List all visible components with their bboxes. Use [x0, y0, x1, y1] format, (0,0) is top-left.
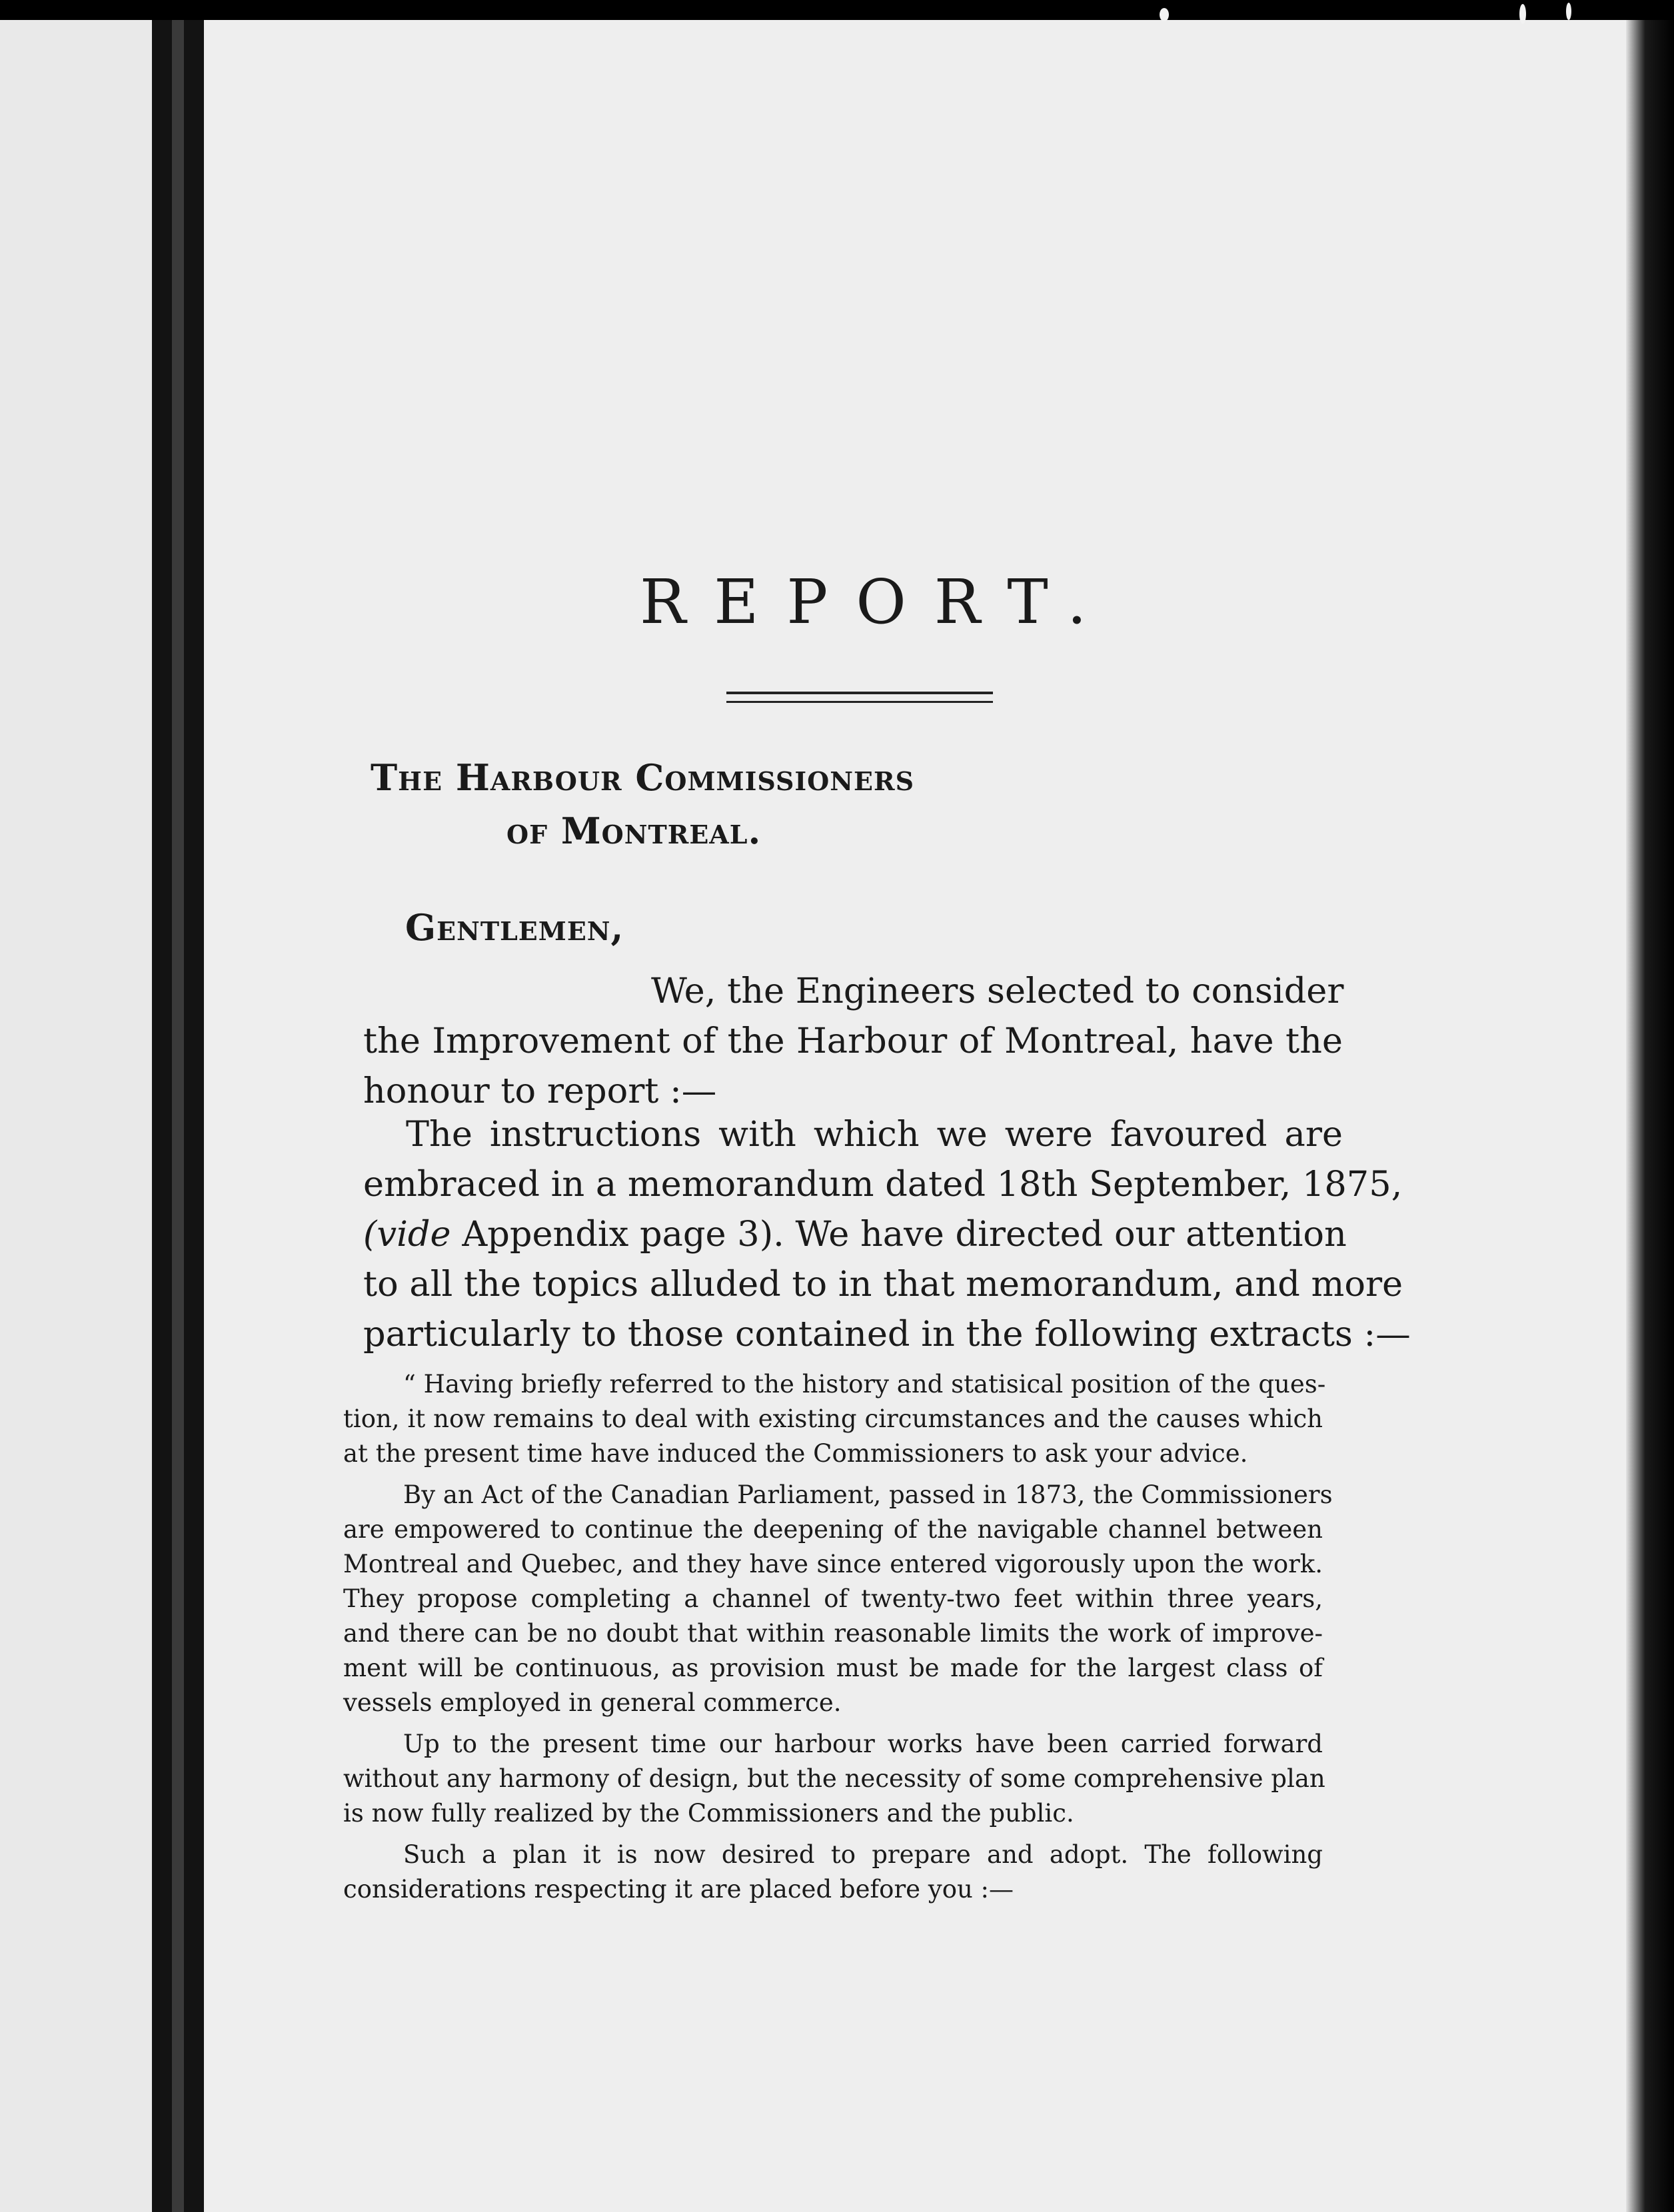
paragraph-line: to all the topics alluded to in that memorandum, and more — [363, 1264, 1403, 1305]
paragraph-line: the Improvement of the Harbour of Montreal, have the — [363, 1021, 1343, 1061]
extract-line: “ Having briefly referred to the history and statisical position of the ques- — [403, 1370, 1326, 1398]
facing-page-edge — [0, 20, 152, 2212]
paragraph-line-rest: Appendix page 3). We have directed our attention — [462, 1214, 1347, 1255]
extract-line: tion, it now remains to deal with existing circumstances and the causes which — [343, 1404, 1323, 1433]
paragraph-line: particularly to those contained in the following extracts :— — [363, 1314, 1411, 1355]
scan-speck — [1519, 4, 1526, 24]
paragraph-line: We, the Engineers selected to consider — [651, 971, 1344, 1011]
title-rule-thick — [726, 692, 993, 694]
report-title: REPORT. — [640, 566, 1115, 638]
extract-line: are empowered to continue the deepening of the navigable channel between — [343, 1515, 1323, 1544]
extract-line: is now fully realized by the Commissioners and the public. — [343, 1799, 1074, 1828]
extract-line: vessels employed in general commerce. — [343, 1688, 842, 1717]
opening-paragraph — [363, 966, 1343, 1116]
extract-line: at the present time have induced the Commissioners to ask your advice. — [343, 1439, 1248, 1468]
vide-italic: (vide — [363, 1214, 451, 1255]
extract-line: without any harmony of design, but the necessity of some comprehensive plan — [343, 1764, 1325, 1793]
scan-speck — [1160, 8, 1169, 21]
extract-line: Up to the present time our harbour works have been carried forward — [403, 1730, 1323, 1758]
extract-line: They propose completing a channel of twenty-two feet within three years, — [343, 1584, 1323, 1613]
paragraph-line-with-italic — [363, 1209, 1347, 1259]
paragraph-line: embraced in a memorandum dated 18th September, 1875, — [363, 1164, 1403, 1205]
scan-speck — [1566, 3, 1571, 20]
extract-line: and there can be no doubt that within reasonable limits the work of improve- — [343, 1619, 1323, 1648]
addressee-line-1: The Harbour Commissioners — [371, 756, 915, 799]
paragraph-line: honour to report :— — [363, 1071, 717, 1111]
extract-line: By an Act of the Canadian Parliament, passed in 1873, the Commissioners — [403, 1480, 1333, 1509]
page-edge-shadow — [1626, 20, 1674, 2212]
extract-line: Such a plan it is now desired to prepare and adopt. The following — [403, 1840, 1323, 1869]
extract-line: Montreal and Quebec, and they have since entered vigorously upon the work. — [343, 1550, 1323, 1578]
addressee-line-2: of Montreal. — [506, 810, 762, 852]
paragraph-line: The instructions with which we were favoured are — [406, 1114, 1343, 1155]
extract-line: considerations respecting it are placed before you :— — [343, 1875, 1014, 1904]
binding-highlight — [172, 20, 184, 2212]
memorandum-extract — [343, 1367, 1333, 1907]
salutation: Gentlemen, — [405, 906, 624, 949]
extract-line: ment will be continuous, as provision must be made for the largest class of — [343, 1654, 1323, 1682]
title-rule-thin — [726, 701, 993, 703]
instructions-paragraph — [363, 1109, 1411, 1359]
